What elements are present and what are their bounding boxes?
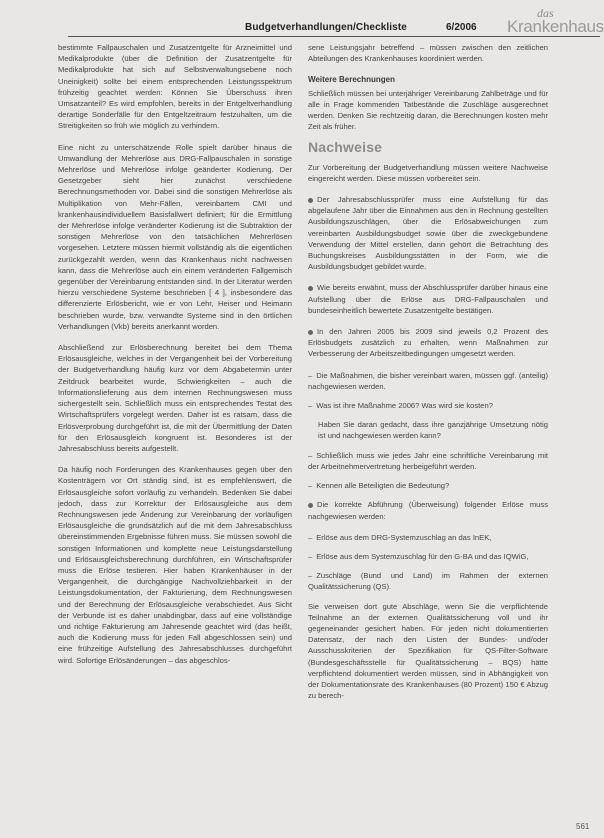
running-title: Budgetverhandlungen/Checkliste xyxy=(245,22,407,33)
dash-text: Haben Sie daran gedacht, dass ihre ganzjährige Umsetzung nötig ist und nachgewiesen werden kann? xyxy=(318,420,548,441)
dash-mark: – xyxy=(308,370,313,380)
dash-text: Erlöse aus dem DRG-Systemzuschlag an das InEK, xyxy=(316,532,492,542)
bullet-dot-icon xyxy=(308,198,313,203)
bullet-item xyxy=(308,326,548,360)
dash-mark: – xyxy=(308,401,313,411)
issue-number: 6/2006 xyxy=(446,22,477,33)
logo-big-text: Krankenhaus xyxy=(507,17,604,36)
paragraph: Schließlich müssen bei unterjähriger Vereinbarung Zahlbeträge und für alle in Frage kommenden Tatbestände die Zuschläge ausgerechnet werden. Denken Sie rechtzeitig daran, die Berechnungen kosten mehr Zeit als früher. xyxy=(308,88,548,132)
bullet-text: Die korrekte Abführung (Überweisung) folgender Erlöse muss nachgewiesen werden: xyxy=(308,500,548,521)
page-header xyxy=(0,0,604,36)
paragraph: Abschließend zur Erlösberechnung bereitet bei dem Thema Erlösausgleiche, welches in der Vergangenheit bei der Vorbereitung der Budgetverhandlung häufig kurz vor dem Abgabetermin unter Zeitdruck bearbeitet wurde, Schwierigkeiten – auch die Informationslieferung aus dem internen Rechnungswesen muss sichergestellt sein. Schließlich muss ein entsprechendes Testat des Wirtschaftsprüfers vorgelegt werden. Daher ist es ratsam, dass die Erlösverprobung durchgeführt ist, die mit der Übermittlung der Daten für den Erlösausgleich kongruent ist. Besonderes ist der Jahresabschluss bereits aufgestellt. xyxy=(58,343,292,453)
bullet-item xyxy=(308,282,548,316)
section-heading-nachweise: Nachweise xyxy=(308,139,383,156)
paragraph: Zur Vorbereitung der Budgetverhandlung müssen weitere Nachweise eingereicht werden. Diese müssen vorbereitet sein. xyxy=(308,162,548,183)
paragraph: Sie verweisen dort gute Abschläge, wenn Sie die verpflichtende Teilnahme an der externen Qualitätssicherung voll und ihr gegeneinander gesichert haben. Für jeden nicht dokumentierten Datensatz, der nach den Listen der Bundes- und/oder Ausschusskriterien der Spezifikation für QS-Filter-Software (Bundesgeschäftsstelle für Qualitätssicherung – BQS) hätte verpflichtend dokumentiert werden müssen, sind in Abhängigkeit von der Dokumentationsrate des Krankenhauses (80 Prozent) 150 € Abzug zu berech- xyxy=(308,601,548,701)
dash-item xyxy=(308,570,548,592)
paragraph: Da häufig noch Forderungen des Krankenhauses gegen über den Kostenträgern vor Ort ständig sind, ist es empfehlenswert, die Erlösausgleiche sofort vorläufig zu verhandeln. Bedenken Sie dabei jedoch, dass zur Korrektur der Erlösausgleiche aus dem Rechnungswesen jede Änderung zur Vereinbarung der vorläufigen Erlösausgleiche die grundsätzlich auf die mit dem Jahresabschluss übereinstimmenden Ergebnisse führen muss. Sie müssen sowohl die sonstigen Informationen und komplette neue Leistungsdarstellung und Erlösausgleichsberechnung durchführen, ein Wirtschaftsprüfer muss die Erlöse testieren. Hier haben Krankenhäuser in der Vergangenheit, die durchgängige Nachvollziehbarkeit in der Leistungsdokumentation, der Fakturierung, dem Rechnungswesen und der Berechnung der Erlösausgleiche verabschiedet. Aus Sicht der Verbunde ist es daher unabdingbar, dass auf eine vollständige und richtige Fakturierung am Jahresende geachtet wird (das heißt, auch die Kodierung muss für jeden Fall abgeschlossen sein) und eine frühzeitige Aufstellung des Jahresabschlusses durchgeführt wird. Sofortige Erlösänderungen – das abgeschlos- xyxy=(58,465,292,665)
dash-text: Die Maßnahmen, die bisher vereinbart waren, müssen ggf. (anteilig) nachgewiesen werden. xyxy=(308,370,548,391)
bullet-dot-icon xyxy=(308,286,313,291)
bullet-dot-icon xyxy=(308,503,313,508)
bullet-text: In den Jahren 2005 bis 2009 sind jeweils 0,2 Prozent des Erlösbudgets zusätzlich zu erhalten, wenn Maßnahmen zur Verbesserung der Arbeitszeitbedingungen umgesetzt werden. xyxy=(308,327,548,359)
paragraph: sene Leistungsjahr betreffend – müssen zwischen den zeitlichen Abteilungen des Krankenhauses koordiniert werden. xyxy=(308,43,548,64)
bullet-item xyxy=(308,194,548,272)
bullet-dot-icon xyxy=(308,330,313,335)
dash-mark: – xyxy=(308,450,313,460)
bullet-text: Der Jahresabschlussprüfer muss eine Aufstellung für das abgelaufene Jahr über die Einnahmen aus den in Rechnung gestellten Ausbildungszuschlägen, über die Erlösabweichungen zum vereinbarten Ausbildungsbudget sowie über die zweckgebundene Verwendung der Mittel erstellen, dann gehört die Betrachtung des Buchungskreises Ausbildungsstätten in der Form, wie die Ausbildungsbudget gebildet wurde. xyxy=(308,195,548,272)
journal-logo xyxy=(497,6,604,36)
paragraph: Eine nicht zu unterschätzende Rolle spielt darüber hinaus die Umwandlung der Mehrerlöse aus DRG-Fallpauschalen in sonstige Mehrerlöse und Mehrerlöse infolge geänderter Kodierung. Der Gesetzgeber sieht hier zunächst verschiedene Berechnungsmethoden vor. Dabei sind die sonstigen Mehrerlöse als Multiplikation von Mehr-Fällen, vereinbartem CMI und krankenhausindividuellem Basisfallwert definiert; für die Ermittlung der Mehrerlöse infolge veränderter Kodierung ist die Subtraktion der sonstigen Mehrerlöse von den tatsächlichen Mehrerlösen vorgesehen. Letztere müssen hiermit vollständig als die eigentlichen zurückgezahlt werden, wenn das Krankenhaus nicht nachweisen kann, dass die Mehrerlöse auch ein einem veränderten Fallgemisch gegenüber der Vereinbarung entstanden sind. In der Literatur werden hierzu verschiedene Systeme beschrieben [ 4 ], insbesondere das differenzierte Erlösbericht, wie er von Lehr, Heiser und Heimann beschrieben wurde, bzw. verwandte Systeme sind in den örtlichen Verhandlungen (Vkb) bereits anerkannt worden. xyxy=(58,142,292,331)
logo-small-text: das xyxy=(537,6,554,20)
dash-mark: – xyxy=(308,571,313,581)
dash-item xyxy=(308,532,548,543)
section-heading-weitere: Weitere Berechnungen xyxy=(308,75,395,85)
dash-text: Zuschläge (Bund und Land) im Rahmen der externen Qualitätssicherung (QS). xyxy=(308,571,548,592)
page-number: 561 xyxy=(576,822,590,831)
paragraph: bestimmte Fallpauschalen und Zusatzentgelte für Arzneimittel und Medikalprodukte (über die Definition der Zusatzentgelte für Medikalprodukte hat sich auf Selbstverwaltungsebene noch Uneinigkeit) sollte bei einem entsprechenden Leistungsspektrum frühzeitig geachtet werden: Können Sie Überschuss ihren Umsatzanteil? Es wird empfohlen, bereits in der Entgeltverhandlung derartige Sonderfälle für den Entgeltzeitraum festzuhalten, um die Streitigkeiten so früh wie möglich zu verhindern. xyxy=(58,43,292,131)
dash-mark: – xyxy=(308,481,313,491)
bullet-item xyxy=(308,499,548,521)
dash-item xyxy=(308,400,548,411)
dash-item xyxy=(308,480,548,491)
header-rule xyxy=(68,36,600,37)
dash-mark: – xyxy=(308,532,313,542)
right-column xyxy=(308,42,548,711)
dash-item xyxy=(308,551,548,562)
dash-item xyxy=(308,419,548,441)
left-column xyxy=(58,42,292,676)
dash-item xyxy=(308,370,548,392)
dash-item xyxy=(308,450,548,472)
dash-text: Erlöse aus dem Systemzuschlag für den G-BA und das IQWiG, xyxy=(316,551,529,561)
dash-text: Was ist ihre Maßnahme 2006? Was wird sie kosten? xyxy=(316,401,493,411)
dash-text: Schließlich muss wie jedes Jahr eine schriftliche Vereinbarung mit der Arbeitnehmervertretung herbeigeführt werden. xyxy=(308,450,548,471)
bullet-text: Wie bereits erwähnt, muss der Abschlussprüfer darüber hinaus eine Aufstellung über die Erlöse aus DRG-Fallpauschalen und bundeseinheitlich bewertete Zusatzentgelte bestätigen. xyxy=(308,283,548,315)
dash-text: Kennen alle Beteiligten die Bedeutung? xyxy=(316,481,450,491)
dash-mark: – xyxy=(308,551,313,561)
